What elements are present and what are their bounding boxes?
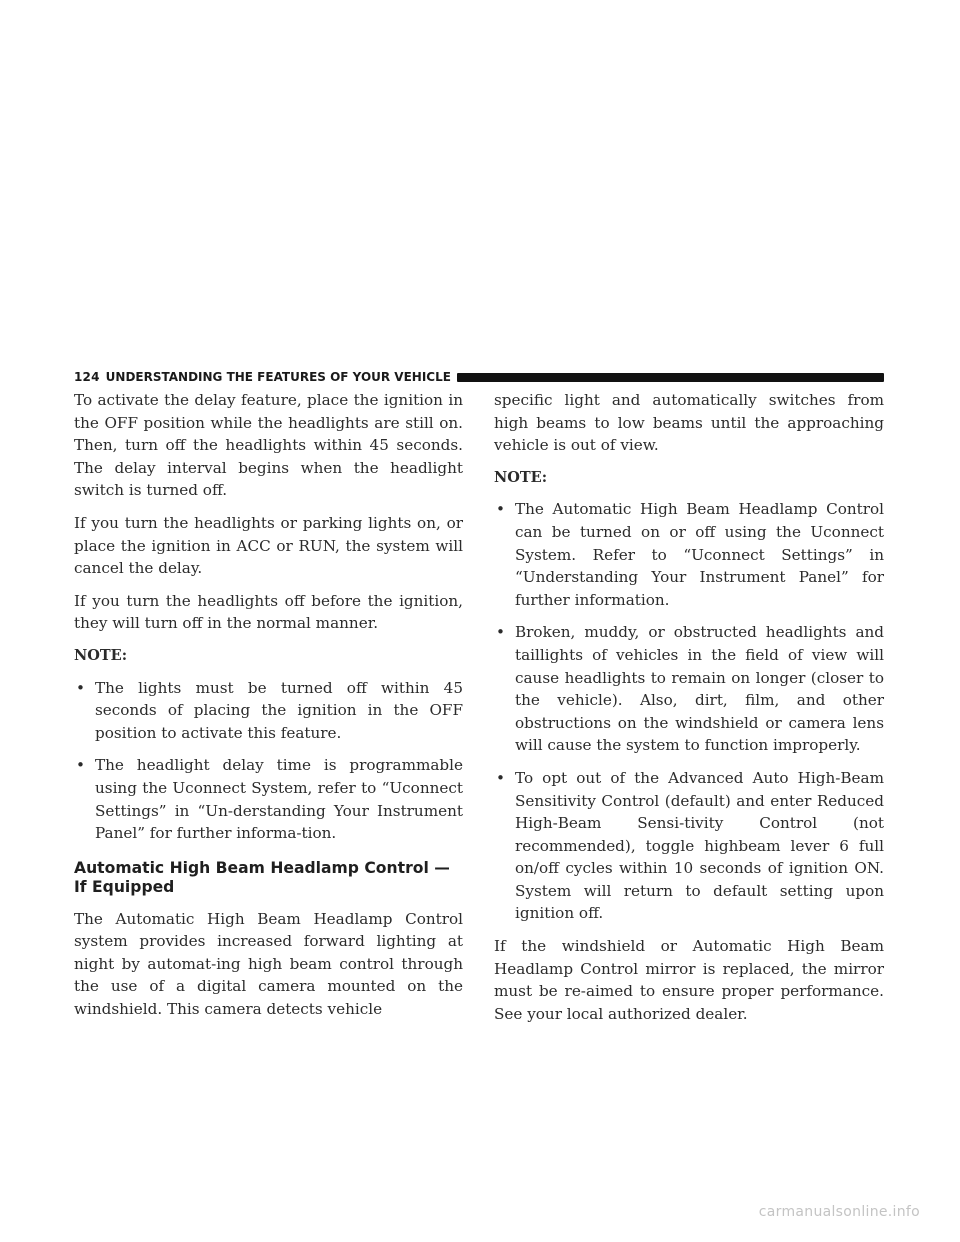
bullet-icon: • xyxy=(496,500,505,519)
list-item-text: Broken, muddy, or obstructed headlights and taillights of vehicles in the field of view will cause headlights to remain on longer (closer to the vehicle). Also, dirt, film, and other obstructions on the windshield or camera lens will cause the system to function improperly. xyxy=(515,623,884,755)
paragraph: If you turn the headlights or parking lights on, or place the ignition in ACC or RUN, the system will cancel the delay. xyxy=(74,513,463,578)
paragraph: The Automatic High Beam Headlamp Control system provides increased forward lighting at night by automat-ing high beam control through the use of a digital camera mounted on the windshield. This camera detects vehicle xyxy=(74,909,463,1019)
right-column xyxy=(494,389,884,1035)
bullet-icon: • xyxy=(76,678,85,697)
note-label: NOTE: xyxy=(74,646,128,664)
left-column xyxy=(74,389,463,1031)
paragraph: If you turn the headlights off before the ignition, they will turn off in the normal manner. xyxy=(74,591,463,633)
bullet-icon: • xyxy=(76,756,85,775)
paragraph: To activate the delay feature, place the ignition in the OFF position while the headlights are still on. Then, turn off the headlights within 45 seconds. The delay interval begins when the headlight switch is turned off. xyxy=(74,391,463,500)
bullet-icon: • xyxy=(496,623,505,642)
list-item xyxy=(74,677,463,745)
paragraph: If the windshield or Automatic High Beam Headlamp Control mirror is replaced, the mirror must be re-aimed to ensure proper performance. See your local authorized dealer. xyxy=(494,937,884,1023)
list-item xyxy=(494,498,884,611)
header-rule xyxy=(457,373,884,382)
paragraph: specific light and automatically switches from high beams to low beams until the approaching vehicle is out of view. xyxy=(494,391,884,455)
section-heading: Automatic High Beam Headlamp Control — If Equipped xyxy=(74,858,450,896)
list-item-text: The headlight delay time is programmable using the Uconnect System, refer to “Uconnect Settings” in “Un-derstanding Your Instrument Panel” for further informa-tion. xyxy=(95,756,463,843)
page-number: 124 xyxy=(74,370,100,384)
list-item xyxy=(494,621,884,757)
list-item-text: The Automatic High Beam Headlamp Control can be turned on or off using the Uconnect System. Refer to “Uconnect Settings” in “Understanding Your Instrument Panel” for further information. xyxy=(515,500,884,609)
list-item xyxy=(494,767,884,925)
bullet-list xyxy=(494,498,884,925)
watermark: carmanualsonline.info xyxy=(758,1204,920,1220)
note-label: NOTE: xyxy=(494,468,548,486)
page-header xyxy=(74,369,884,385)
page-footer xyxy=(0,1182,960,1242)
list-item-text: The lights must be turned off within 45 seconds of placing the ignition in the OFF position to activate this feature. xyxy=(95,678,463,742)
section-title: UNDERSTANDING THE FEATURES OF YOUR VEHICLE xyxy=(105,370,451,384)
list-item xyxy=(74,754,463,844)
bullet-icon: • xyxy=(496,768,505,787)
bullet-list xyxy=(74,677,463,845)
list-item-text: To opt out of the Advanced Auto High-Beam Sensitivity Control (default) and enter Reduced High-Beam Sensi-tivity Control (not recommended), toggle highbeam lever 6 full on/off cycles within 10 seconds of ignition ON. System will return to default setting upon ignition off. xyxy=(515,768,884,923)
